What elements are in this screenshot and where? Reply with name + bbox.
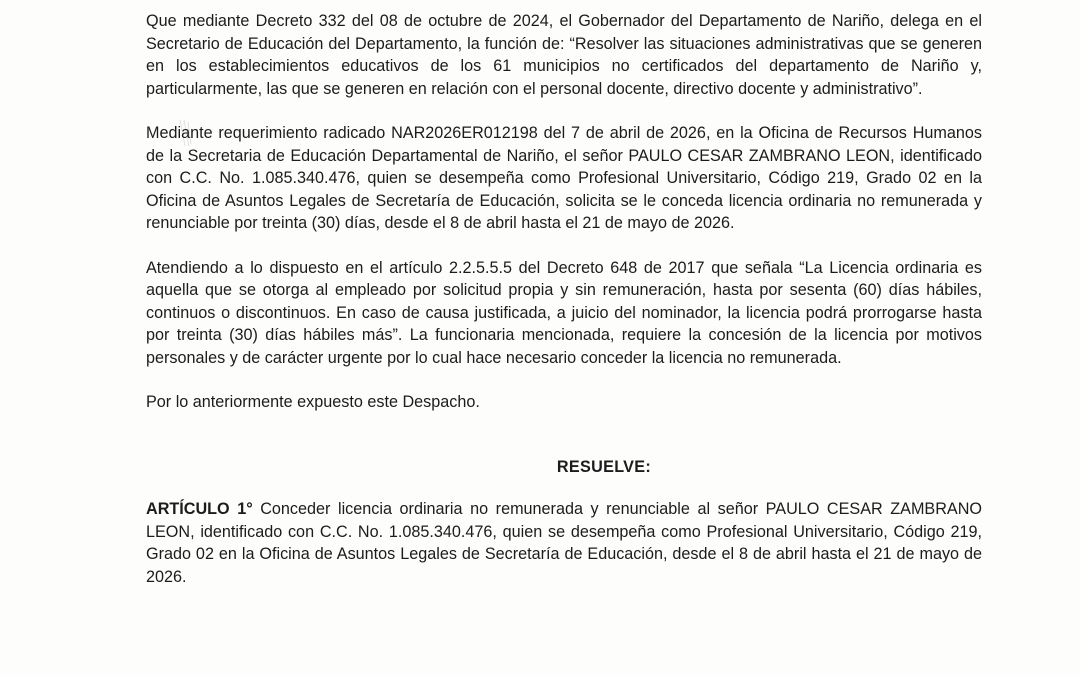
article-1-label: ARTÍCULO 1° [146,500,253,518]
paragraph-expuesto: Por lo anteriormente expuesto este Despacho. [146,393,480,411]
article-1 [146,498,982,588]
resuelve-heading: RESUELVE: [556,457,652,476]
paragraph-articulo-decreto: Atendiendo a lo dispuesto en el artículo 2.2.5.5.5 del Decreto 648 de 2017 que señala “La Licencia ordinaria es aquella que se otorga al empleado por solicitud propia y sin remuneración, hasta por sesenta (60) días hábiles, continuos o discontinuos. En caso de causa justificada, a juicio del nominador, la licencia podrá prorrogarse hasta por treinta (30) días hábiles más”. La funcionaria mencionada, requiere la concesión de la licencia por motivos personales y de carácter urgente por lo cual hace necesario conceder la licencia no remunerada. [146,258,982,367]
paragraph-requerimiento: Mediante requerimiento radicado NAR2026ER012198 del 7 de abril de 2026, en la Oficina de Recursos Humanos de la Secretaria de Educación Departamental de Nariño, el señor PAULO CESAR ZAMBRANO LEON, identificado con C.C. No. 1.085.340.476, quien se desempeña como Profesional Universitario, Código 219, Grado 02 en la Oficina de Asuntos Legales de Secretaría de Educación, solicita se le conceda licencia ordinaria no remunerada y renunciable por treinta (30) días, desde el 8 de abril hasta el 21 de mayo de 2026. [146,124,982,232]
document-body [146,10,982,588]
article-1-text: Conceder licencia ordinaria no remunerada y renunciable al señor PAULO CESAR ZAMBRANO LEON, identificado con C.C. No. 1.085.340.476, quien se desempeña como Profesional Universitario, Código 219, Grado 02 en la Oficina de Asuntos Legales de Secretaría de Educación, desde el 8 de abril hasta el 21 de mayo de 2026. [146,500,982,586]
paragraph-decreto-delegacion: Que mediante Decreto 332 del 08 de octubre de 2024, el Gobernador del Departamento de Nariño, delega en el Secretario de Educación del Departamento, la función de: “Resolver las situaciones administrativas que se generen en los establecimientos educativos de los 61 municipios no certificados del departamento de Nariño y, particularmente, las que se generen en relación con el personal docente, directivo docente y administrativo”. [146,12,982,98]
